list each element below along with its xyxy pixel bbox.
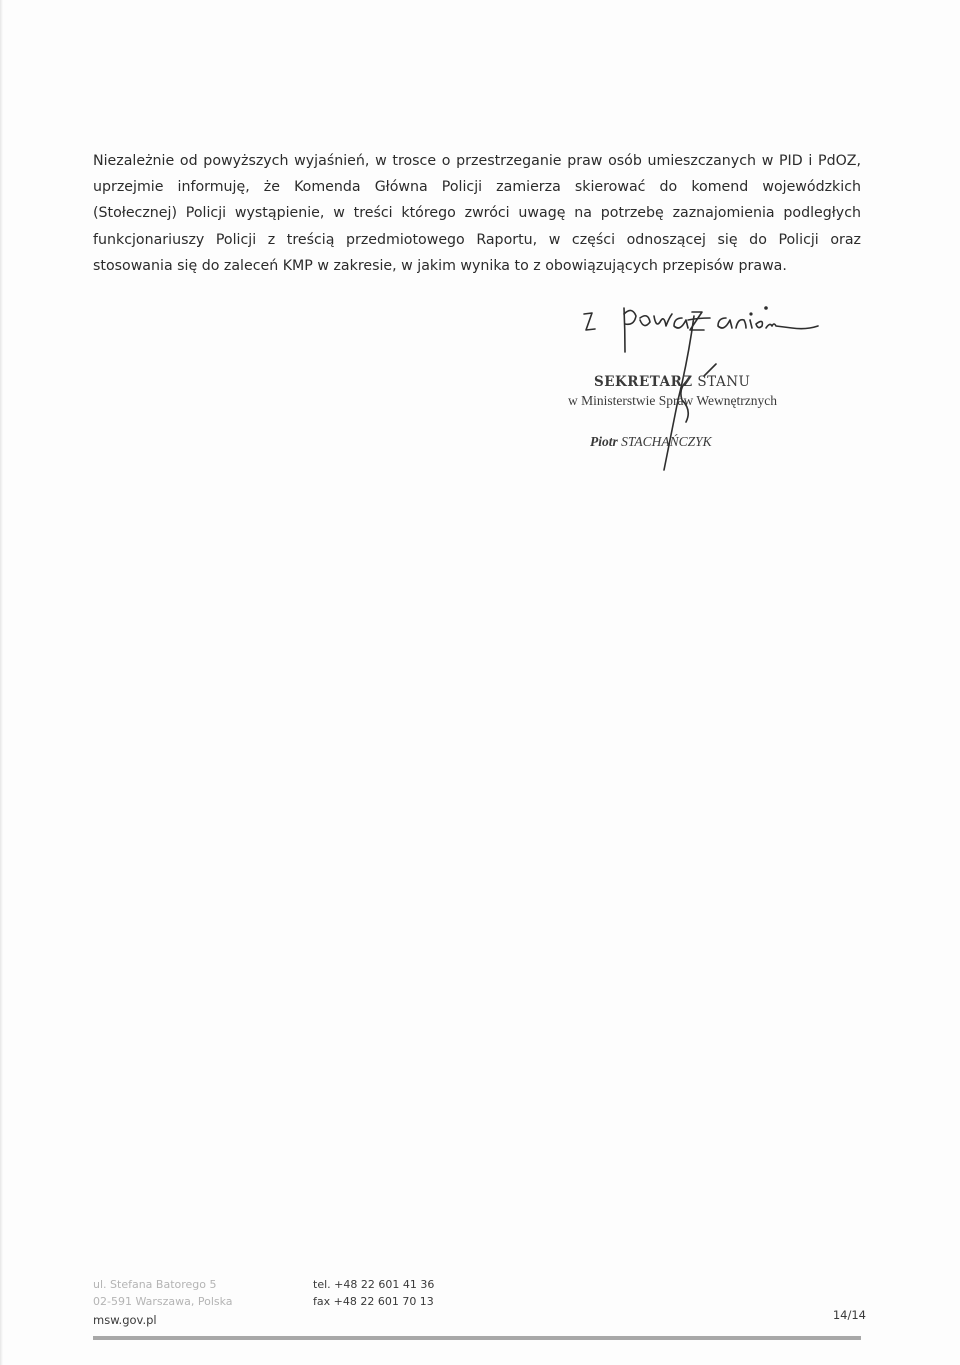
stamp-ministry: w Ministerstwie Spraw Wewnętrznych: [568, 393, 777, 408]
paragraph-line: uprzejmie informuję, że Komenda Główna Policji zamierza skierować do komend wojewódzkich: [93, 179, 861, 196]
scan-edge: [0, 0, 3, 1365]
paragraph-line: funkcjonariuszy Policji z treścią przedmiotowego Raportu, w części odnoszącej się do Policji oraz: [93, 231, 861, 248]
stamp-title-bold: SEKRETARZ: [594, 374, 693, 390]
letter-paragraph: [93, 148, 861, 279]
stamp-signatory-name: [590, 434, 712, 450]
paragraph-line: (Stołecznej) Policji wystąpienie, w treści którego zwróci uwagę na potrzebę zaznajomienia podległych: [93, 205, 861, 222]
paragraph-line: Niezależnie od powyższych wyjaśnień, w trosce o przestrzeganie praw osób umieszczanych w PID i PdOZ,: [93, 153, 861, 169]
footer-address-city: 02-591 Warszawa, Polska: [93, 1295, 233, 1308]
page-number: 14/14: [832, 1308, 866, 1322]
footer-fax: fax +48 22 601 70 13: [313, 1295, 434, 1308]
footer-address-street: ul. Stefana Batorego 5: [93, 1278, 217, 1291]
footer-phone: tel. +48 22 601 41 36: [313, 1278, 435, 1291]
stamp-title: [594, 374, 750, 390]
stamp-first-name: Piotr: [590, 434, 618, 449]
paragraph-line: stosowania się do zaleceń KMP w zakresie, w jakim wynika to z obowiązujących przepisów prawa.: [93, 257, 787, 274]
page-footer: [93, 1278, 868, 1338]
footer-divider: [93, 1336, 861, 1340]
stamp-surname: STACHAŃCZYK: [621, 434, 712, 449]
stamp-title-rest: STANU: [692, 374, 751, 390]
footer-website: msw.gov.pl: [93, 1313, 157, 1327]
